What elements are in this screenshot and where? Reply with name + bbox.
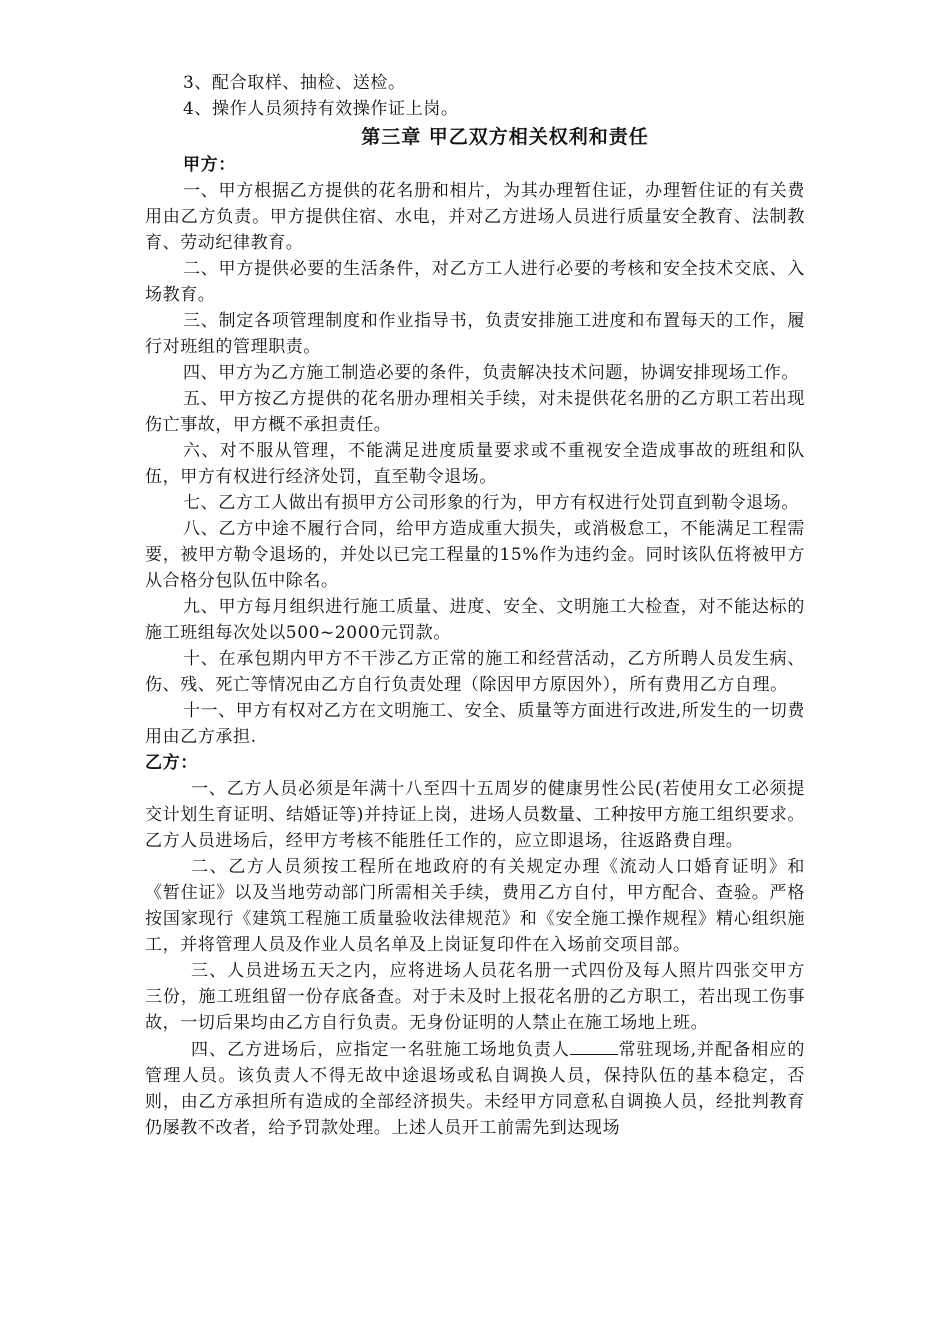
party-a-clause: 五、甲方按乙方提供的花名册办理相关手续，对未提供花名册的乙方职工若出现伤亡事故，甲方概不承担责任。 bbox=[145, 389, 805, 435]
clause-text-after-blank: 常驻现场,并配备相应的管理人员。该负责人不得无故中途退场或私自调换人员，保持队伍的基本稳定，否则，由乙方承担所有造成的全部经济损失。未经甲方同意私自调换人员，经批判教育仍屡教不改者，给予罚款处理。上述人员开工前需先到达现场 bbox=[145, 1040, 805, 1138]
party-b-clause bbox=[145, 1036, 805, 1141]
list-item: 3、配合取样、抽检、送检。 bbox=[183, 73, 406, 93]
party-a-clause: 十、在承包期内甲方不干涉乙方正常的施工和经营活动，乙方所聘人员发生病、伤、残、死亡等情况由乙方自行负责处理（除因甲方原因外），所有费用乙方自理。 bbox=[145, 649, 805, 695]
party-a-clause: 二、甲方提供必要的生活条件，对乙方工人进行必要的考核和安全技术交底、入场教育。 bbox=[145, 259, 805, 305]
party-a-clause: 四、甲方为乙方施工制造必要的条件，负责解决技术问题，协调安排现场工作。 bbox=[183, 363, 799, 383]
party-a-clause: 三、制定各项管理制度和作业指导书，负责安排施工进度和布置每天的工作，履行对班组的管理职责。 bbox=[145, 311, 805, 357]
party-b-heading: 乙方： bbox=[145, 753, 198, 773]
party-a-clause: 十一、甲方有权对乙方在文明施工、安全、质量等方面进行改进,所发生的一切费用由乙方承担. bbox=[145, 701, 806, 747]
party-b-clause: 三、人员进场五天之内，应将进场人员花名册一式四份及每人照片四张交甲方三份，施工班组留一份存底备查。对于未及时上报花名册的乙方职工，若出现工伤事故，一切后果均由乙方自行负责。无身份证明的人禁止在施工场地上班。 bbox=[145, 961, 805, 1033]
party-a-clause: 六、对不服从管理，不能满足进度质量要求或不重视安全造成事故的班组和队伍，甲方有权进行经济处罚，直至勒令退场。 bbox=[145, 441, 805, 487]
party-a-clause: 八、乙方中途不履行合同，给甲方造成重大损失，或消极怠工，不能满足工程需要，被甲方勒令退场的，并处以已完工程量的15%作为违约金。同时该队伍将被甲方从合格分包队伍中除名。 bbox=[145, 519, 805, 591]
party-b-clause: 二、乙方人员须按工程所在地政府的有关规定办理《流动人口婚育证明》和《暂住证》以及当地劳动部门所需相关手续，费用乙方自付，甲方配合、查验。严格按国家现行《建筑工程施工质量验收法律规范》和《安全施工操作规程》精心组织施工，并将管理人员及作业人员名单及上岗证复印件在入场前交项目部。 bbox=[145, 857, 805, 955]
fill-in-blank bbox=[570, 1036, 618, 1055]
document-body bbox=[145, 70, 805, 1141]
list-item: 4、操作人员须持有效操作证上岗。 bbox=[183, 99, 459, 119]
party-a-heading: 甲方： bbox=[183, 155, 236, 175]
party-b-clause: 一、乙方人员必须是年满十八至四十五周岁的健康男性公民(若使用女工必须提交计划生育证明、结婚证等)并持证上岗，进场人员数量、工种按甲方施工组织要求。乙方人员进场后，经甲方考核不能胜任工作的，应立即退场，往返路费自理。 bbox=[145, 779, 805, 851]
party-a-clause: 一、甲方根据乙方提供的花名册和相片，为其办理暂住证，办理暂住证的有关费用由乙方负责。甲方提供住宿、水电，并对乙方进场人员进行质量安全教育、法制教育、劳动纪律教育。 bbox=[145, 181, 805, 253]
party-a-clause: 七、乙方工人做出有损甲方公司形象的行为，甲方有权进行处罚直到勒令退场。 bbox=[183, 493, 799, 513]
chapter-title: 第三章 甲乙双方相关权利和责任 bbox=[361, 126, 649, 148]
clause-text-before-blank: 四、乙方进场后，应指定一名驻施工场地负责人 bbox=[191, 1040, 571, 1060]
party-a-clause: 九、甲方每月组织进行施工质量、进度、安全、文明施工大检查，对不能达标的施工班组每次处以500~2000元罚款。 bbox=[145, 597, 805, 643]
